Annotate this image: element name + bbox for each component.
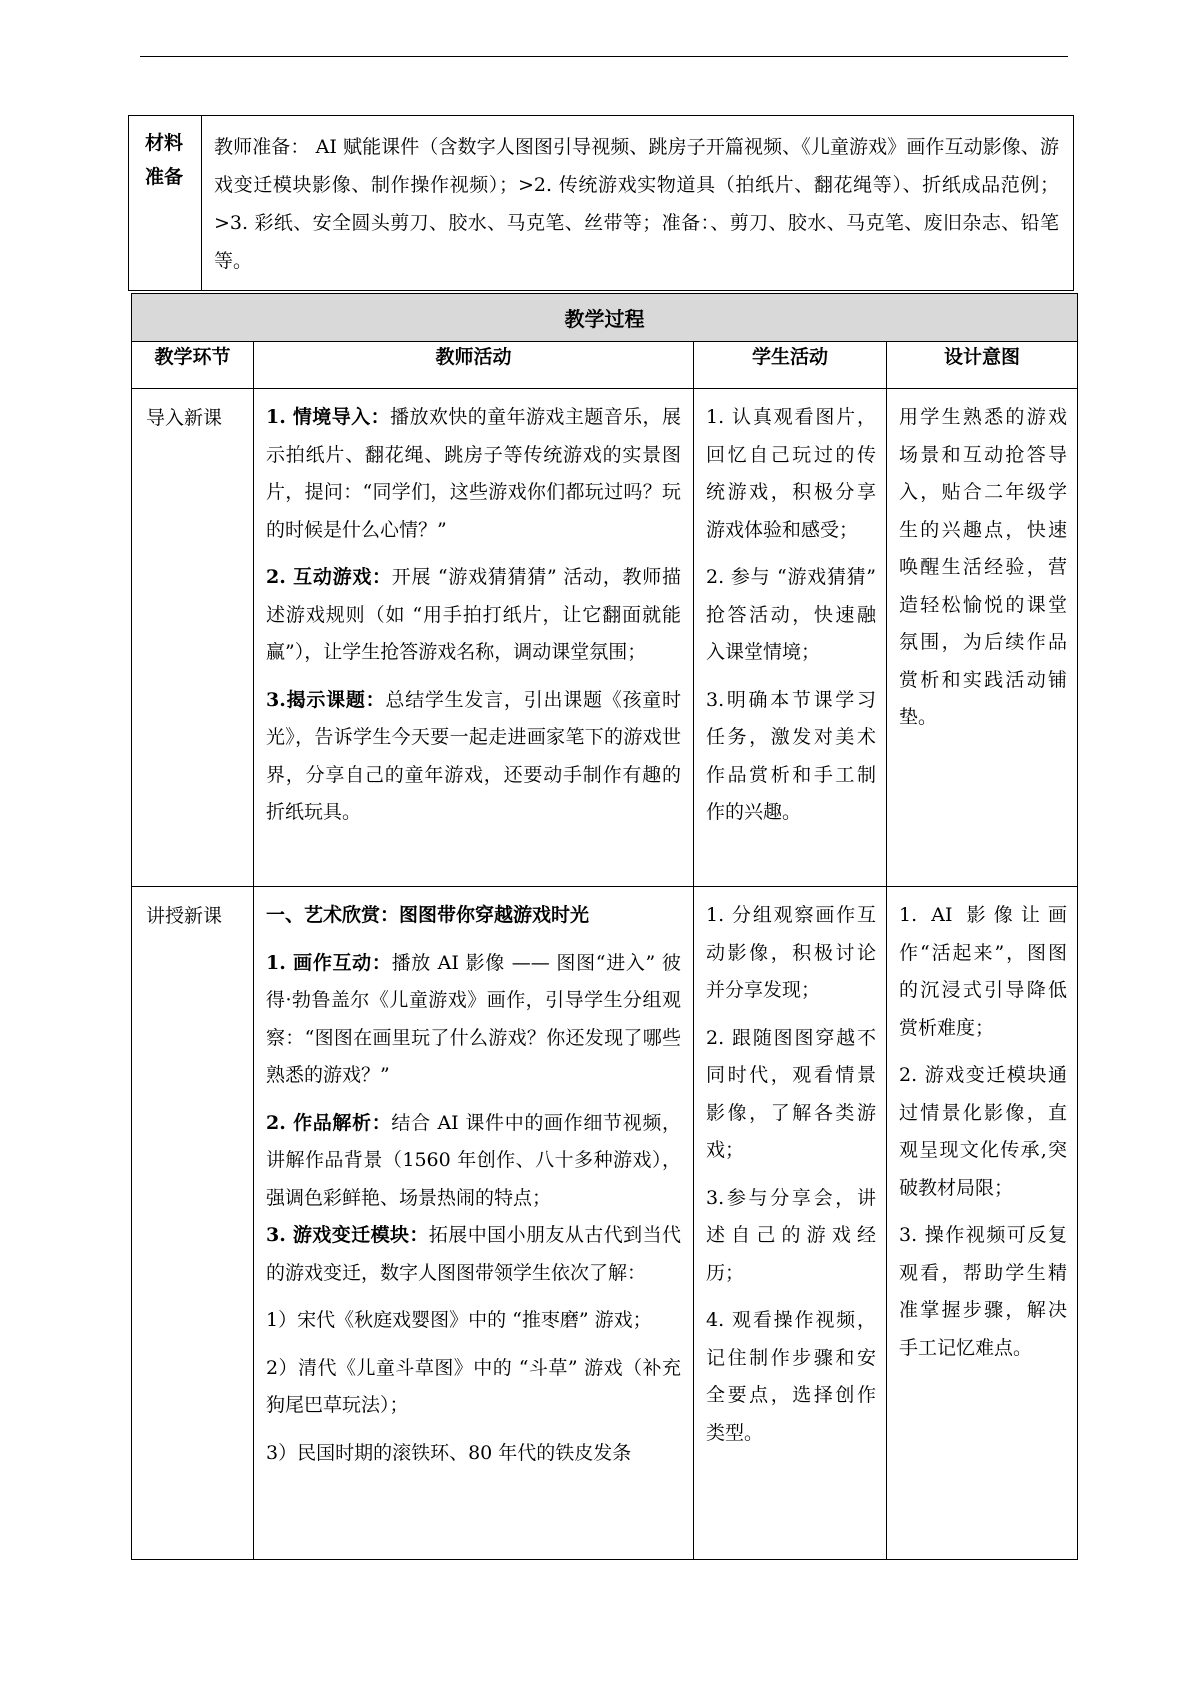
stage-cell: 讲授新课: [132, 887, 254, 1560]
design-intent-cell: [887, 389, 1078, 887]
student-step: 2. 参与 “游戏猜猜” 抢答活动，快速融入课堂情境；: [706, 566, 876, 663]
teacher-step-text: 播放 AI 影像 —— 图图“进入” 彼得·勃鲁盖尔《儿童游戏》画作，引导学生分组观察：“图图在画里玩了什么游戏？你还发现了哪些熟悉的游戏？”: [266, 951, 681, 1086]
teacher-step-text: 总结学生发言，引出课题《孩童时光》，告诉学生今天要一起走进画家笔下的游戏世界，分享自己的童年游戏，还要动手制作有趣的折纸玩具。: [266, 688, 681, 823]
student-activity-cell: [694, 887, 887, 1560]
design-intent: 用学生熟悉的游戏场景和互动抢答导入，贴合二年级学生的兴趣点，快速唤醒生活经验，营造轻松愉悦的课堂氛围，为后续作品赏析和实践活动铺垫。: [899, 406, 1067, 728]
teacher-step-title: 2. 互动游戏：: [266, 566, 392, 588]
student-step: 3.明确本节课学习任务，激发对美术作品赏析和手工制作的兴趣。: [706, 688, 876, 823]
teacher-step-text: 拓展中国小朋友从古代到当代的游戏变迁，数字人图图带领学生依次了解：: [266, 1224, 681, 1284]
design-intent-cell: [887, 887, 1078, 1560]
teacher-step-title: 3.揭示课题：: [266, 688, 386, 711]
materials-label: [129, 116, 202, 290]
process-table: [131, 293, 1078, 1560]
header-design: 设计意图: [887, 342, 1078, 389]
process-title: 教学过程: [132, 294, 1078, 342]
header-stage: 教学环节: [132, 342, 254, 389]
teacher-step-text: 播放欢快的童年游戏主题音乐，展示拍纸片、翻花绳、跳房子等传统游戏的实景图片，提问：“同学们，这些游戏你们都玩过吗？玩的时候是什么心情？”: [266, 406, 681, 541]
materials-table: [128, 115, 1074, 291]
student-step: 2. 跟随图图穿越不同时代，观看情景影像，了解各类游戏；: [706, 1026, 876, 1161]
student-step: 3.参与分享会，讲述自己的游戏经历；: [706, 1186, 876, 1284]
teacher-step-title: 3. 游戏变迁模块：: [266, 1224, 429, 1246]
teacher-step-text: 结合 AI 课件中的画作细节视频，讲解作品背景（1560 年创作、八十多种游戏），强调色彩鲜艳、场景热闹的特点；: [266, 1111, 681, 1209]
student-step: 1. 认真观看图片，回忆自己玩过的传统游戏，积极分享游戏体验和感受；: [706, 406, 876, 541]
teacher-step-title: 1. 画作互动：: [266, 951, 392, 974]
teacher-step-text: 开展 “游戏猜猜猜” 活动，教师描述游戏规则（如 “用手拍打纸片，让它翻面就能赢”），让学生抢答游戏名称，调动课堂氛围；: [266, 566, 681, 663]
student-step: 4. 观看操作视频，记住制作步骤和安全要点，选择创作类型。: [706, 1309, 876, 1444]
design-intent: 2. 游戏变迁模块通过情景化影像，直观呈现文化传承,突破教材局限；: [899, 1064, 1067, 1199]
teacher-step-title: 1. 情境导入：: [266, 406, 391, 428]
teacher-activity-cell: [254, 389, 694, 887]
section-heading: 一、艺术欣赏：图图带你穿越游戏时光: [266, 904, 590, 926]
design-intent: 1. AI 影像让画作“活起来”，图图的沉浸式引导降低赏析难度；: [899, 904, 1067, 1039]
header-rule: [140, 56, 1068, 57]
header-student: 学生活动: [694, 342, 887, 389]
teacher-activity-cell: [254, 887, 694, 1560]
materials-label-line2: 准备: [145, 166, 184, 188]
header-teacher: 教师活动: [254, 342, 694, 389]
student-activity-cell: [694, 389, 887, 887]
student-step: 1. 分组观察画作互动影像，积极讨论并分享发现；: [706, 904, 876, 1001]
teacher-step-title: 2. 作品解析：: [266, 1111, 392, 1134]
materials-text: 教师准备： AI 赋能课件（含数字人图图引导视频、跳房子开篇视频、《儿童游戏》画作互动影像、游戏变迁模块影像、制作操作视频）；>2. 传统游戏实物道具（拍纸片、翻花绳等）、折纸成品范例；>3. 彩纸、安全圆头剪刀、胶水、马克笔、丝带等；准备：、剪刀、胶水、马克笔、废旧杂志、铅笔等。: [214, 136, 1059, 272]
column-headers: [132, 342, 1078, 389]
stage-cell: 导入新课: [132, 389, 254, 887]
teacher-substep: 2）清代《儿童斗草图》中的 “斗草” 游戏（补充狗尾巴草玩法）；: [266, 1356, 681, 1416]
teacher-substep: 3）民国时期的滚铁环、80 年代的铁皮发条: [266, 1441, 632, 1464]
table-row: [132, 389, 1078, 887]
materials-label-line1: 材料: [145, 132, 184, 154]
table-row: [132, 887, 1078, 1560]
teacher-substep: 1）宋代《秋庭戏婴图》中的 “推枣磨” 游戏；: [266, 1309, 652, 1331]
design-intent: 3. 操作视频可反复观看，帮助学生精准掌握步骤，解决手工记忆难点。: [899, 1224, 1067, 1359]
